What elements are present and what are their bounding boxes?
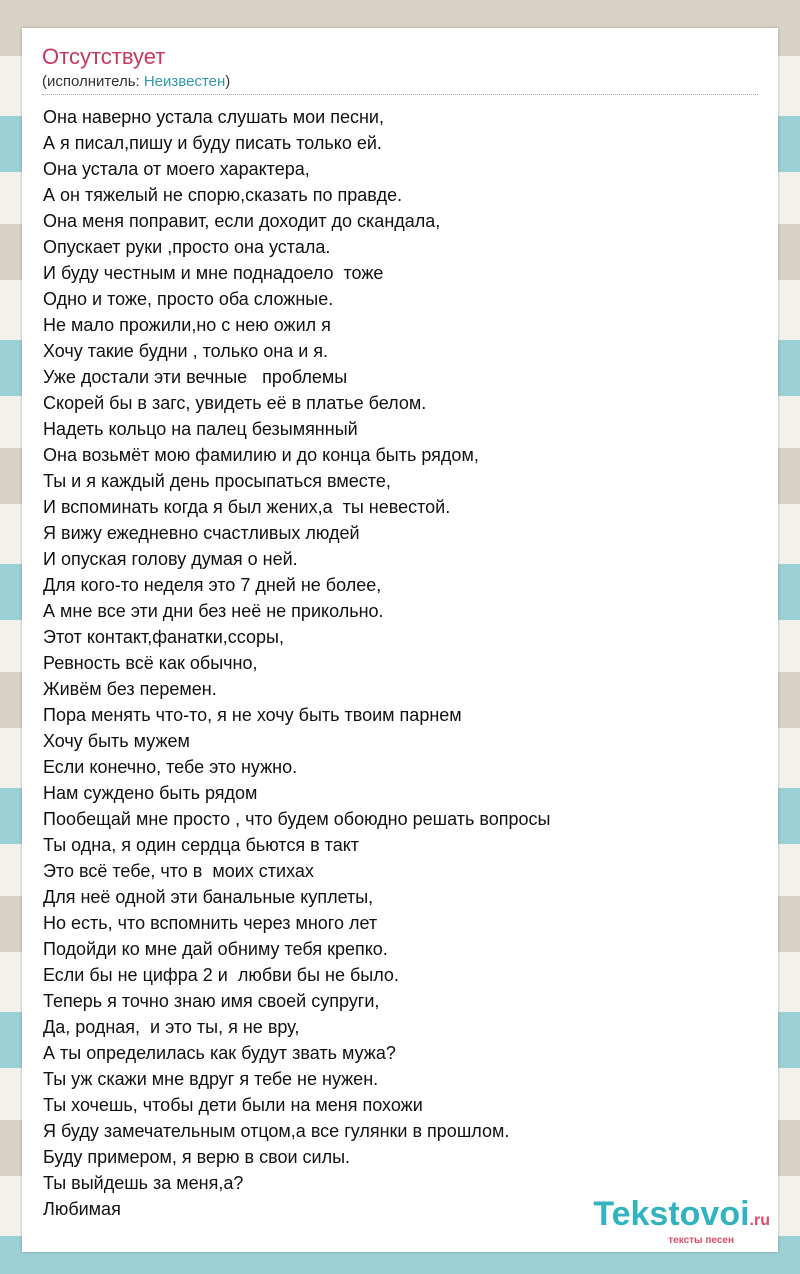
lyrics-text — [43, 104, 753, 1222]
lyric-line: Уже достали эти вечные проблемы — [43, 367, 348, 387]
lyric-line: Она устала от моего характера, — [43, 159, 310, 179]
lyric-line: Нам суждено быть рядом — [43, 783, 258, 803]
logo-tagline: тексты песен — [668, 1235, 734, 1246]
lyric-line: Пора менять что-то, я не хочу быть твоим парнем — [43, 705, 462, 725]
lyric-line: Не мало прожили,но с нею ожил я — [43, 315, 331, 335]
lyric-line: Для кого-то неделя это 7 дней не более, — [43, 575, 382, 595]
lyric-line: Одно и тоже, просто оба сложные. — [43, 289, 334, 309]
lyric-line: Она меня поправит, если доходит до скандала, — [43, 211, 441, 231]
lyric-line: Она возьмёт мою фамилию и до конца быть рядом, — [43, 445, 479, 465]
lyric-line: Если конечно, тебе это нужно. — [43, 757, 298, 777]
lyric-line: Хочу быть мужем — [43, 731, 190, 751]
lyric-line: Но есть, что вспомнить через много лет — [43, 913, 378, 933]
lyric-line: Я вижу ежедневно счастливых людей — [43, 523, 360, 543]
artist-suffix: ) — [225, 73, 231, 90]
lyric-line: Скорей бы в загс, увидеть её в платье белом. — [43, 393, 427, 413]
lyric-line: Ты выйдешь за меня,а? — [43, 1173, 244, 1193]
lyric-line: Надеть кольцо на палец безымянный — [43, 419, 358, 439]
lyric-line: А он тяжелый не спорю,сказать по правде. — [43, 185, 403, 205]
lyric-line: Она наверно устала слушать мои песни, — [43, 107, 384, 127]
lyric-line: Этот контакт,фанатки,ссоры, — [43, 627, 284, 647]
lyric-line: Любимая — [43, 1199, 121, 1219]
lyric-line: Ты одна, я один сердца бьются в такт — [43, 835, 360, 855]
lyric-line: Для неё одной эти банальные куплеты, — [43, 887, 374, 907]
lyric-line: Если бы не цифра 2 и любви бы не было. — [43, 965, 399, 985]
lyric-line: Буду примером, я верю в свои силы. — [43, 1147, 351, 1167]
lyric-line: А я писал,пишу и буду писать только ей. — [43, 133, 382, 153]
lyric-line: Теперь я точно знаю имя своей супруги, — [43, 991, 380, 1011]
lyric-line: И вспоминать когда я был жених,а ты невестой. — [43, 497, 451, 517]
lyric-line: Ревность всё как обычно, — [43, 653, 258, 673]
lyric-line: Это всё тебе, что в моих стихах — [43, 861, 314, 881]
artist-line — [42, 73, 230, 90]
lyric-line: Ты и я каждый день просыпаться вместе, — [43, 471, 391, 491]
lyric-line: Подойди ко мне дай обниму тебя крепко. — [43, 939, 388, 959]
lyric-line: Живём без перемен. — [43, 679, 217, 699]
divider — [42, 94, 758, 95]
logo-name: Tekstovoi — [593, 1195, 750, 1233]
lyrics-card — [22, 28, 778, 1252]
lyric-line: А мне все эти дни без неё не прикольно. — [43, 601, 384, 621]
song-title: Отсутствует — [42, 44, 166, 69]
logo-tld: .ru — [749, 1212, 770, 1229]
lyric-line: А ты определилась как будут звать мужа? — [43, 1043, 396, 1063]
artist-prefix: (исполнитель: — [42, 73, 144, 90]
lyric-line: Да, родная, и это ты, я не вру, — [43, 1017, 300, 1037]
lyric-line: Я буду замечательным отцом,а все гулянки в прошлом. — [43, 1121, 510, 1141]
lyric-line: Хочу такие будни , только она и я. — [43, 341, 329, 361]
lyric-line: Ты хочешь, чтобы дети были на меня похожи — [43, 1095, 423, 1115]
lyric-line: Ты уж скажи мне вдруг я тебе не нужен. — [43, 1069, 379, 1089]
site-logo[interactable] — [593, 1197, 770, 1246]
artist-link[interactable]: Неизвестен — [143, 73, 226, 90]
logo-wordmark — [593, 1197, 770, 1238]
lyric-line: Пообещай мне просто , что будем обоюдно решать вопросы — [43, 809, 551, 829]
lyric-line: И буду честным и мне поднадоело тоже — [43, 263, 384, 283]
lyric-line: Опускает руки ,просто она устала. — [43, 237, 331, 257]
lyric-line: И опуская голову думая о ней. — [43, 549, 298, 569]
